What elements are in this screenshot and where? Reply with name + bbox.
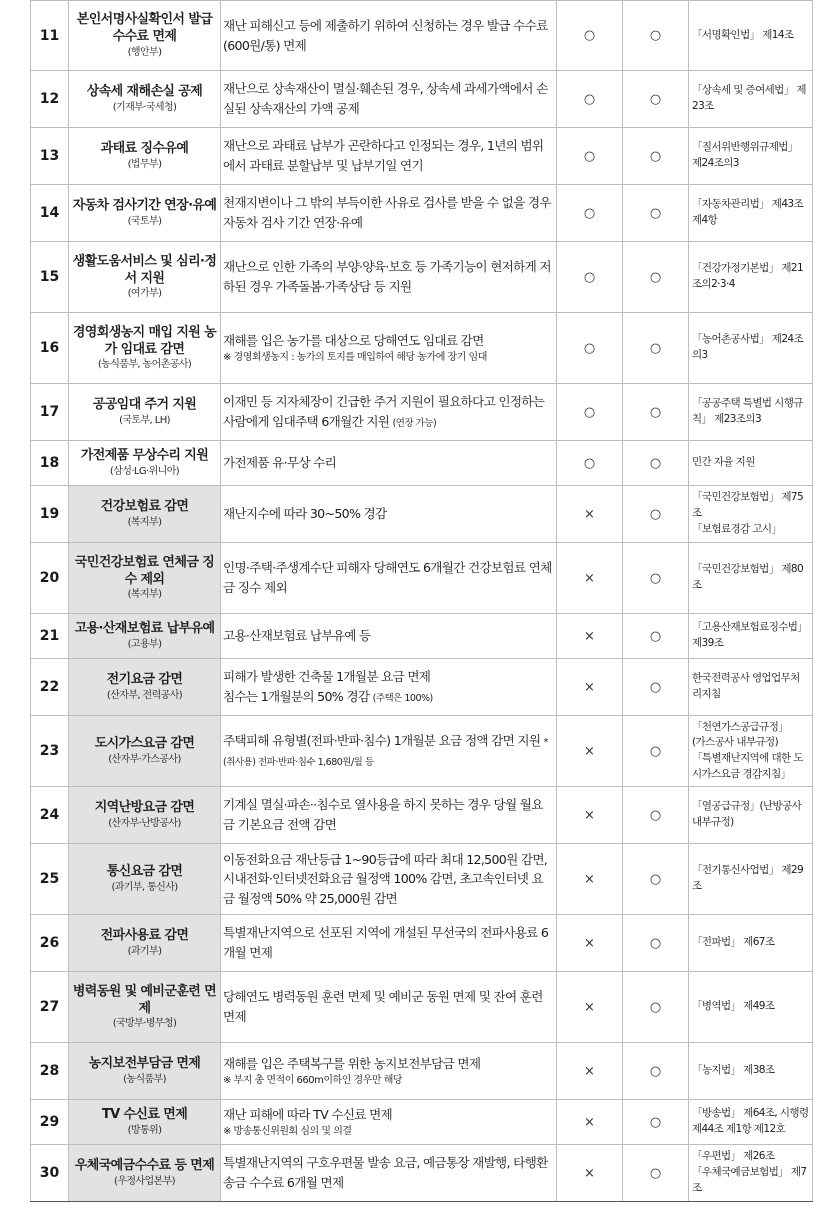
item-name: 과태료 징수유예 <box>100 141 189 157</box>
description-text: 이동전화요금 재난등급 1~90등급에 따라 최대 12,500원 감면, 시내전화·인터넷전화요금 월정액 100% 감면, 초고속인터넷 요금 월정액 50% 약 25,000원 감면 <box>223 851 548 906</box>
general-disaster-mark: ○ <box>557 71 623 128</box>
legal-basis-text: 「고용산재보험료징수법」 제39조 <box>692 621 808 649</box>
item-name-cell <box>69 242 221 313</box>
item-name-cell <box>69 128 221 185</box>
description-cell <box>221 972 557 1043</box>
general-disaster-mark: × <box>557 972 623 1043</box>
legal-basis-text: 「자동차관리법」 제43조 제4항 <box>692 198 804 226</box>
description-cell <box>221 614 557 659</box>
item-name: 고용·산재보험료 납부유예 <box>74 621 215 637</box>
general-disaster-mark: × <box>557 1145 623 1202</box>
legal-basis-text: 「국민건강보험법」 제75조 <box>692 491 804 520</box>
row-number: 17 <box>31 384 69 441</box>
general-disaster-mark: ○ <box>557 185 623 242</box>
description-text: 가전제품 유·무상 수리 <box>223 455 337 471</box>
special-disaster-mark: ○ <box>623 242 689 313</box>
description-cell <box>221 543 557 614</box>
row-number: 13 <box>31 128 69 185</box>
table-row <box>31 614 813 659</box>
table-row <box>31 972 813 1043</box>
legal-basis-text: 「보험료경감 고시」 <box>692 522 782 535</box>
item-name: 농지보전부담금 면제 <box>88 1056 201 1072</box>
item-name: 전파사용료 감면 <box>100 928 189 944</box>
general-disaster-mark: × <box>557 659 623 716</box>
special-disaster-mark: ○ <box>623 313 689 384</box>
row-number: 30 <box>31 1145 69 1202</box>
agency: (과기부, 통신사) <box>111 881 178 893</box>
special-disaster-mark: ○ <box>623 185 689 242</box>
row-number: 25 <box>31 844 69 915</box>
legal-basis-cell <box>689 1 813 71</box>
item-name: 전기요금 감면 <box>106 672 183 688</box>
agency: (산자부·가스공사) <box>108 753 181 765</box>
legal-basis-cell <box>689 915 813 972</box>
legal-basis-cell <box>689 716 813 787</box>
legal-basis-cell <box>689 128 813 185</box>
general-disaster-mark: ○ <box>557 1 623 71</box>
row-number: 16 <box>31 313 69 384</box>
special-disaster-mark: ○ <box>623 716 689 787</box>
agency: (과기부) <box>127 945 162 957</box>
legal-basis-text: 「우체국예금보험법」 제7조 <box>692 1166 807 1194</box>
table-row <box>31 1145 813 1202</box>
general-disaster-mark: × <box>557 543 623 614</box>
description-text: 재난 피해신고 등에 제출하기 위하여 신청하는 경우 발급 수수료(600원/통) 면제 <box>223 17 548 53</box>
legal-basis-cell <box>689 659 813 716</box>
table-row <box>31 659 813 716</box>
general-disaster-mark: × <box>557 716 623 787</box>
agency: (국방부·병무청) <box>112 1018 177 1030</box>
special-disaster-mark: ○ <box>623 128 689 185</box>
description-note: ※ 부지 총 면적이 660m이하인 경우만 해당 <box>223 1074 403 1086</box>
agency: (기재부·국세청) <box>112 101 177 113</box>
legal-basis-text: 제44조 제1항 제12호 <box>692 1123 786 1135</box>
special-disaster-mark: ○ <box>623 384 689 441</box>
description-cell <box>221 128 557 185</box>
legal-basis-text: 「병역법」 제49조 <box>692 1000 775 1013</box>
description-cell <box>221 844 557 915</box>
item-name: TV 수신료 면제 <box>101 1107 188 1123</box>
general-disaster-mark: × <box>557 915 623 972</box>
description-cell <box>221 1 557 71</box>
agency: (산자부, 전력공사) <box>106 689 183 701</box>
table-row <box>31 185 813 242</box>
description-text: 피해가 발생한 건축물 1개월분 요금 면제 <box>223 669 431 685</box>
description-inline-note: (연장 가능) <box>392 417 437 429</box>
agency: (산자부·난방공사) <box>108 817 181 829</box>
legal-basis-text: 민간 자율 지원 <box>692 456 755 469</box>
legal-basis-text: 「전기통신사업법」 제29조 <box>692 864 804 892</box>
special-disaster-mark: ○ <box>623 844 689 915</box>
item-name: 통신요금 감면 <box>106 864 183 880</box>
legal-basis-cell <box>689 787 813 844</box>
description-text: 천재지변이나 그 밖의 부득이한 사유로 검사를 받을 수 없을 경우 자동차 검사 기간 연장·유예 <box>223 195 551 230</box>
legal-basis-text: 「전파법」 제67조 <box>692 936 775 949</box>
general-disaster-mark: × <box>557 1100 623 1145</box>
legal-basis-cell <box>689 313 813 384</box>
row-number: 29 <box>31 1100 69 1145</box>
description-cell <box>221 313 557 384</box>
row-number: 24 <box>31 787 69 844</box>
item-name-cell <box>69 1145 221 1202</box>
description-text: 재해를 입은 주택복구를 위한 농지보전부담금 면제 <box>223 1056 481 1072</box>
agency: (농식품부) <box>123 1073 166 1085</box>
legal-basis-text: 「상속세 및 증여세법」 제23조 <box>692 84 806 112</box>
legal-basis-cell <box>689 486 813 543</box>
special-disaster-mark: ○ <box>623 1 689 71</box>
legal-basis-text: 한국전력공사 영업업무처리지침 <box>692 672 800 700</box>
disaster-support-table <box>30 0 813 1202</box>
item-name-cell <box>69 1043 221 1100</box>
table-row <box>31 716 813 787</box>
description-text: 당해연도 병력동원 훈련 면제 및 예비군 동원 면제 및 잔여 훈련 면제 <box>223 989 543 1024</box>
description-cell <box>221 716 557 787</box>
description-note: ※ 경영회생농지 : 농가의 토지를 매입하여 해당 농가에 장기 임대 <box>223 351 487 363</box>
agency: (국토부) <box>127 215 162 227</box>
table-row <box>31 1 813 71</box>
item-name-cell <box>69 486 221 543</box>
general-disaster-mark: × <box>557 787 623 844</box>
general-disaster-mark: × <box>557 614 623 659</box>
table-row <box>31 313 813 384</box>
general-disaster-mark: ○ <box>557 242 623 313</box>
legal-basis-cell <box>689 242 813 313</box>
description-cell <box>221 659 557 716</box>
legal-basis-text: 「특별재난지역에 대한 도시가스요금 경감지침」 <box>692 752 803 780</box>
special-disaster-mark: ○ <box>623 787 689 844</box>
item-name-cell <box>69 543 221 614</box>
legal-basis-cell <box>689 1100 813 1145</box>
legal-basis-cell <box>689 972 813 1043</box>
table-row <box>31 71 813 128</box>
description-text: 기계실 멸실·파손··침수로 열사용을 하지 못하는 경우 당월 월요금 기본요금 전액 감면 <box>223 797 543 832</box>
item-name: 생활도움서비스 및 심리·정서 지원 <box>72 253 217 286</box>
legal-basis-text: 「농지법」 제38조 <box>692 1064 775 1077</box>
table-row <box>31 441 813 486</box>
table-row <box>31 384 813 441</box>
item-name-cell <box>69 185 221 242</box>
row-number: 20 <box>31 543 69 614</box>
legal-basis-text: 「방송법」 제64조, 시행령 <box>692 1107 809 1120</box>
legal-basis-text: 「질서위반행위규제법」 제24조의3 <box>692 141 798 169</box>
agency: (고용부) <box>127 638 162 650</box>
row-number: 28 <box>31 1043 69 1100</box>
description-cell <box>221 486 557 543</box>
description-inline-note: * (취사용) 전파·반파·침수 1,680원/월 등 <box>223 737 548 768</box>
item-name-cell <box>69 1 221 71</box>
general-disaster-mark: ○ <box>557 384 623 441</box>
item-name-cell <box>69 787 221 844</box>
description-text: 재난 피해에 따라 TV 수신료 면제 <box>223 1107 393 1123</box>
row-number: 18 <box>31 441 69 486</box>
table-row <box>31 787 813 844</box>
legal-basis-cell <box>689 1145 813 1202</box>
description-text: 재난지수에 따라 30~50% 경감 <box>223 506 387 522</box>
description-text: 재난으로 상속재산이 멸실·훼손된 경우, 상속세 과세가액에서 손실된 상속재산의 가액 공제 <box>223 81 548 116</box>
item-name: 지역난방요금 감면 <box>94 800 195 816</box>
agency: (행안부) <box>127 46 162 58</box>
item-name: 자동차 검사기간 연장·유예 <box>72 198 217 214</box>
special-disaster-mark: ○ <box>623 543 689 614</box>
table-row <box>31 486 813 543</box>
table-row <box>31 1100 813 1145</box>
special-disaster-mark: ○ <box>623 1145 689 1202</box>
legal-basis-cell <box>689 543 813 614</box>
row-number: 19 <box>31 486 69 543</box>
description-inline-note: (주택은 100%) <box>372 692 433 704</box>
description-text: 주택피해 유형별(전파·반파·침수) 1개월분 요금 정액 감면 지원 * (취사용) 전파·반파·침수 1,680원/월 등 <box>223 733 548 768</box>
table-row <box>31 844 813 915</box>
legal-basis-text: 「우편법」 제26조 <box>692 1150 775 1163</box>
row-number: 22 <box>31 659 69 716</box>
row-number: 26 <box>31 915 69 972</box>
item-name: 공공임대 주거 지원 <box>92 397 197 413</box>
legal-basis-cell <box>689 614 813 659</box>
legal-basis-text: 「서명확인법」 제14조 <box>692 28 794 41</box>
special-disaster-mark: ○ <box>623 441 689 486</box>
description-cell <box>221 1100 557 1145</box>
legal-basis-cell <box>689 844 813 915</box>
item-name-cell <box>69 441 221 486</box>
agency: (국토부, LH) <box>119 414 170 426</box>
agency: (우정사업본부) <box>114 1175 175 1187</box>
agency: (여가부) <box>127 288 162 300</box>
table-body <box>31 1 813 1202</box>
description-text: 특별재난지역의 구호우편물 발송 요금, 예금통장 재발행, 타행환송금 수수료 6개월 면제 <box>223 1155 548 1190</box>
item-name: 본인서명사실확인서 발급수수료 면제 <box>76 12 213 44</box>
description-cell <box>221 1145 557 1202</box>
general-disaster-mark: ○ <box>557 313 623 384</box>
legal-basis-text: 「열공급규정」(난방공사 내부규정) <box>692 800 802 828</box>
item-name-cell <box>69 384 221 441</box>
item-name-cell <box>69 71 221 128</box>
special-disaster-mark: ○ <box>623 972 689 1043</box>
row-number: 11 <box>31 1 69 71</box>
item-name: 국민건강보험료 연체금 징수 제외 <box>74 554 215 587</box>
legal-basis-cell <box>689 441 813 486</box>
description-text: 재해를 입은 농가를 대상으로 당해연도 임대료 감면 <box>223 333 484 349</box>
item-name-cell <box>69 972 221 1043</box>
description-text: 특별재난지역으로 선포된 지역에 개설된 무선국의 전파사용료 6개월 면제 <box>223 925 549 960</box>
item-name: 상속세 재해손실 공제 <box>86 84 203 100</box>
description-cell <box>221 185 557 242</box>
description-cell <box>221 1043 557 1100</box>
description-cell <box>221 441 557 486</box>
support-table-container <box>30 0 812 1202</box>
special-disaster-mark: ○ <box>623 614 689 659</box>
item-name-cell <box>69 1100 221 1145</box>
table-row <box>31 915 813 972</box>
legal-basis-cell <box>689 384 813 441</box>
agency: (농식품부, 농어촌공사) <box>97 359 192 371</box>
special-disaster-mark: ○ <box>623 486 689 543</box>
item-name: 경영회생농지 매입 지원 농가 임대료 감면 <box>72 324 217 357</box>
item-name: 병력동원 및 예비군훈련 면제 <box>72 983 217 1016</box>
row-number: 21 <box>31 614 69 659</box>
description-text: 인명·주택·주생계수단 피해자 당해연도 6개월간 건강보험료 연체금 징수 제외 <box>223 560 552 595</box>
general-disaster-mark: × <box>557 1043 623 1100</box>
special-disaster-mark: ○ <box>623 915 689 972</box>
description-cell <box>221 915 557 972</box>
legal-basis-text: 「농어촌공사법」 제24조의3 <box>692 333 804 361</box>
item-name-cell <box>69 614 221 659</box>
description-cell <box>221 242 557 313</box>
row-number: 15 <box>31 242 69 313</box>
description-text: 재난으로 과태료 납부가 곤란하다고 인정되는 경우, 1년의 범위에서 과태료 분할납부 및 납부기일 연기 <box>223 138 544 173</box>
description-text: 이재민 등 지자체장이 긴급한 주거 지원이 필요하다고 인정하는 사람에게 임대주택 6개월간 지원 (연장 가능) <box>223 394 545 429</box>
agency: (복지부) <box>127 516 162 528</box>
agency: (복지부) <box>127 589 162 601</box>
item-name-cell <box>69 915 221 972</box>
item-name-cell <box>69 659 221 716</box>
legal-basis-text: 「건강가정기본법」 제21조의2·3·4 <box>692 262 804 290</box>
item-name: 도시가스요금 감면 <box>94 736 195 752</box>
legal-basis-cell <box>689 71 813 128</box>
row-number: 14 <box>31 185 69 242</box>
general-disaster-mark: ○ <box>557 128 623 185</box>
table-row <box>31 543 813 614</box>
legal-basis-text: 「천연가스공급규정」 <box>692 720 789 733</box>
table-row <box>31 1043 813 1100</box>
item-name-cell <box>69 844 221 915</box>
agency: (법무부) <box>127 158 162 170</box>
item-name: 우체국예금수수료 등 면제 <box>74 1158 215 1174</box>
description-note: ※ 방송통신위원회 심의 및 의결 <box>223 1125 352 1137</box>
general-disaster-mark: × <box>557 844 623 915</box>
special-disaster-mark: ○ <box>623 71 689 128</box>
special-disaster-mark: ○ <box>623 1043 689 1100</box>
special-disaster-mark: ○ <box>623 1100 689 1145</box>
special-disaster-mark: ○ <box>623 659 689 716</box>
item-name-cell <box>69 716 221 787</box>
general-disaster-mark: × <box>557 486 623 543</box>
row-number: 12 <box>31 71 69 128</box>
table-row <box>31 128 813 185</box>
agency: (방통위) <box>127 1124 162 1136</box>
description-cell <box>221 71 557 128</box>
legal-basis-text: 「국민건강보험법」 제80조 <box>692 563 804 591</box>
legal-basis-text: (가스공사 내부규정) <box>692 736 779 749</box>
description-text: 고용·산재보험료 납부유예 등 <box>223 628 371 644</box>
description-text: 재난으로 인한 가족의 부양·양육·보호 등 가족기능이 현저하게 저하된 경우 가족돌봄·가족상담 등 지원 <box>223 259 551 294</box>
row-number: 23 <box>31 716 69 787</box>
item-name-cell <box>69 313 221 384</box>
legal-basis-cell <box>689 1043 813 1100</box>
legal-basis-cell <box>689 185 813 242</box>
description-cell <box>221 384 557 441</box>
description-text: 침수는 1개월분의 50% 경감 (주택은 100%) <box>223 688 433 704</box>
legal-basis-text: 「공공주택 특별법 시행규칙」 제23조의3 <box>692 397 803 425</box>
item-name: 건강보험료 감면 <box>100 499 189 515</box>
row-number: 27 <box>31 972 69 1043</box>
table-row <box>31 242 813 313</box>
general-disaster-mark: ○ <box>557 441 623 486</box>
description-cell <box>221 787 557 844</box>
item-name: 가전제품 무상수리 지원 <box>80 448 209 464</box>
agency: (삼성·LG·위니아) <box>109 465 180 477</box>
